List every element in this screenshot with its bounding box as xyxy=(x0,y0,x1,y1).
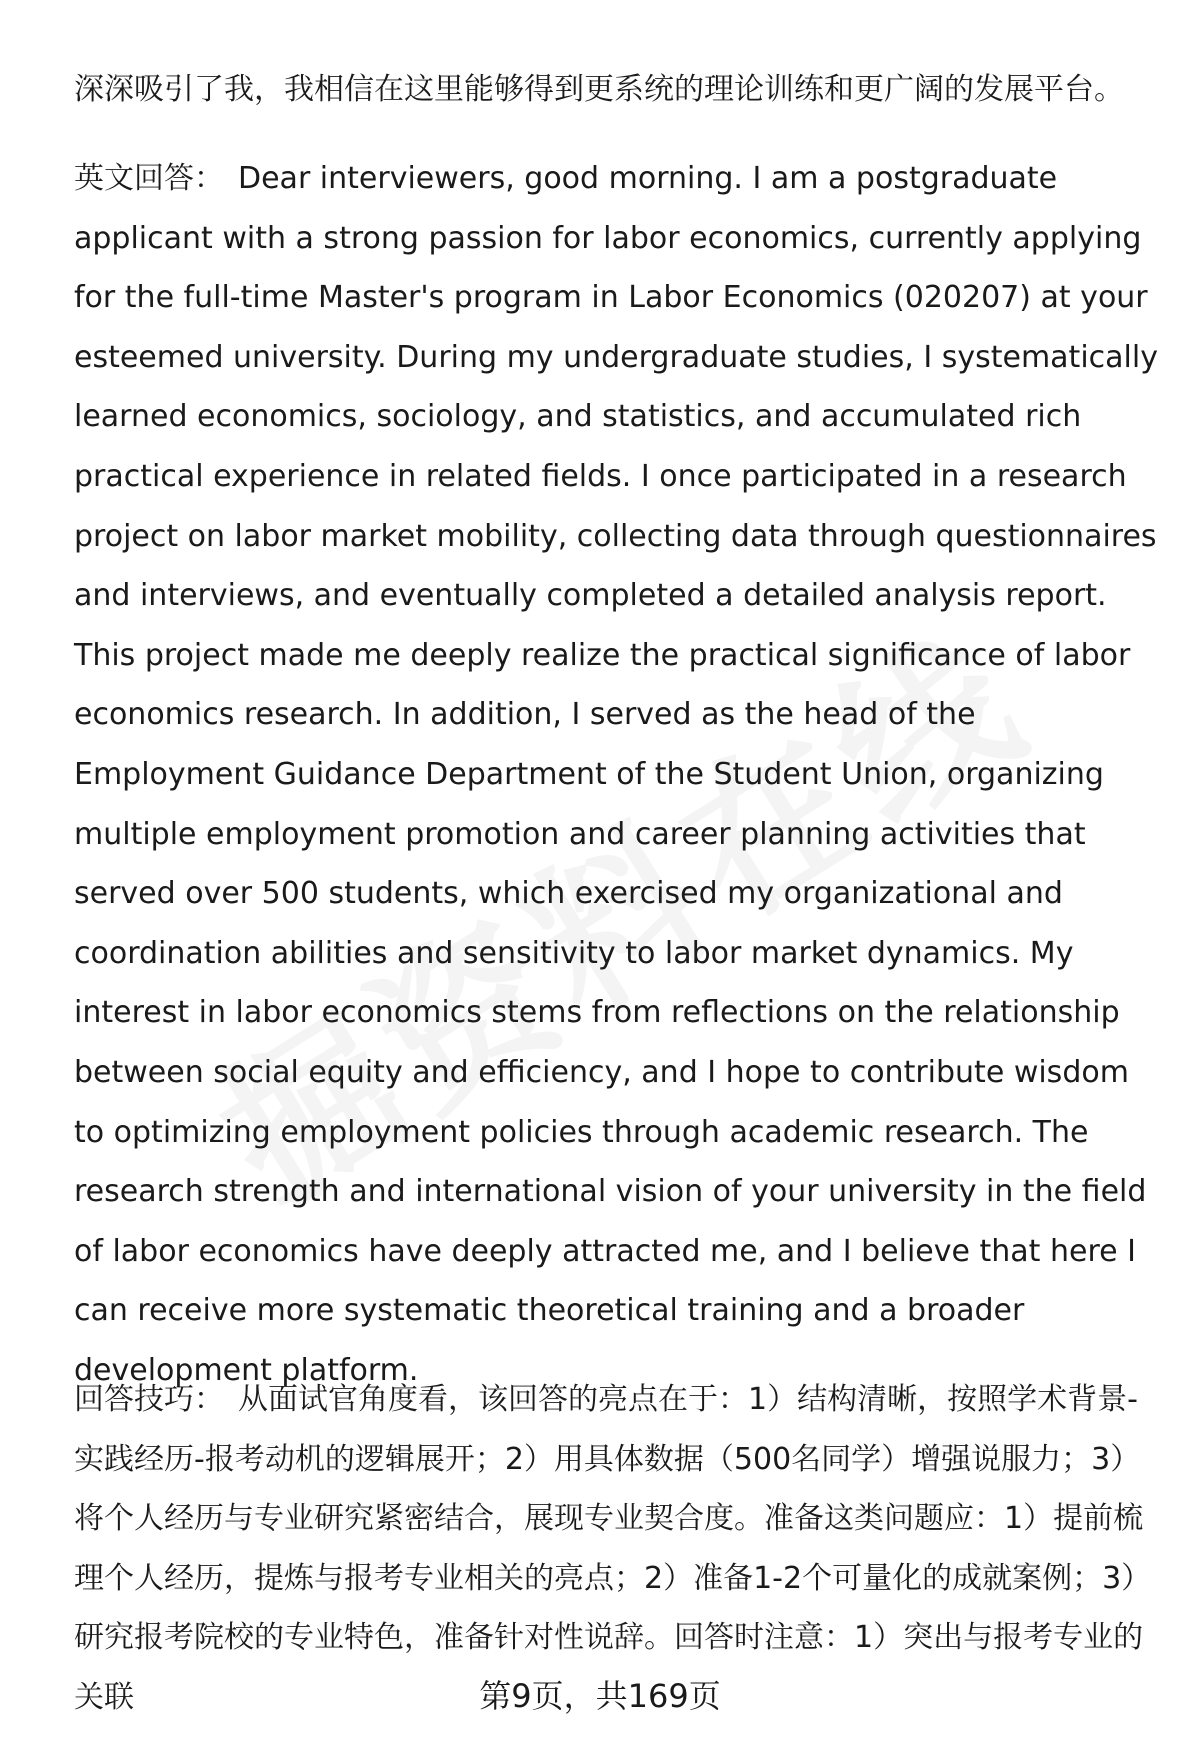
paragraph-answer-tips xyxy=(74,1370,1162,1728)
page-number-footer: 第9页，共169页 xyxy=(479,1677,721,1715)
paragraph-continuation xyxy=(74,60,1162,120)
paragraph-text: 深深吸引了我，我相信在这里能够得到更系统的理论训练和更广阔的发展平台。 xyxy=(74,72,1124,107)
paragraph-text: 从面试官角度看，该回答的亮点在于：1）结构清晰，按照学术背景-实践经历-报考动机的逻辑展开；2）用具体数据（500名同学）增强说服力；3）将个人经历与专业研究紧密结合，展现专业契合度。准备这类问题应：1）提前梳理个人经历，提炼与报考专业相关的亮点；2）准备1-2个可量化的成就案例；3）研究报考院校的专业特色，准备针对性说辞。回答时注意：1）突出与报考专业的关联 xyxy=(74,1382,1152,1715)
paragraph-english-answer xyxy=(74,149,1162,1400)
paragraph-text: Dear interviewers, good morning. I am a postgraduate applicant with a strong passion for labor economics, currently applying for the full-time Master's program in Labor Economics (020207) at your esteemed university. During my undergraduate studies, I systematically learned economics, sociology, and statistics, and accumulated rich practical experience in related fields. I once participated in a research project on labor market mobility, collecting data through questionnaires and interviews, and eventually completed a detailed analysis report. This project made me deeply realize the practical significance of labor economics research. In addition, I served as the head of the Employment Guidance Department of the Student Union, organizing multiple employment promotion and career planning activities that served over 500 students, which exercised my organizational and coordination abilities and sensitivity to labor market dynamics. My interest in labor economics stems from reflections on the relationship between social equity and efficiency, and I hope to contribute wisdom to optimizing employment policies through academic research. The research strength and international vision of your university in the field of labor economics have deeply attracted me, and I believe that here I can receive more systematic theoretical training and a broader development platform. xyxy=(74,161,1158,1388)
paragraph-label: 回答技巧： xyxy=(74,1382,224,1417)
paragraph-label: 英文回答： xyxy=(74,161,224,196)
